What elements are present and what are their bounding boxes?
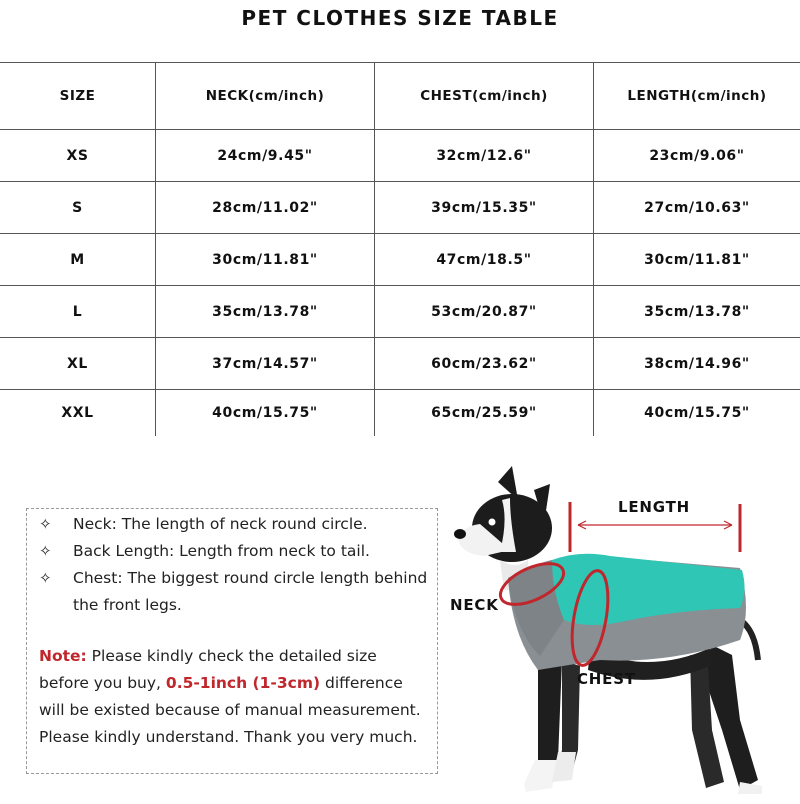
- measurement-notes: [26, 508, 438, 774]
- note-text-2: difference will be existed because of manual measurement. Please kindly understand. Thank you very much.: [39, 674, 421, 746]
- sparkle-icon: ✧: [39, 511, 73, 538]
- neck-label: NECK: [450, 596, 499, 614]
- size-cell: XXL: [0, 390, 156, 437]
- back-length-note: Back Length: Length from neck to tail.: [73, 538, 370, 565]
- size-table: [0, 62, 800, 436]
- chest-cell: 39cm/15.35": [375, 182, 594, 234]
- length-label: LENGTH: [618, 498, 690, 516]
- chest-cell: 60cm/23.62": [375, 338, 594, 390]
- length-cell: 23cm/9.06": [594, 130, 800, 182]
- length-cell: 27cm/10.63": [594, 182, 800, 234]
- table-row: [0, 286, 800, 338]
- neck-cell: 35cm/13.78": [156, 286, 375, 338]
- dog-nose: [454, 529, 466, 539]
- list-item: [39, 538, 437, 565]
- sparkle-icon: ✧: [39, 538, 73, 565]
- header-length: LENGTH(cm/inch): [594, 63, 800, 130]
- sparkle-icon: ✧: [39, 565, 73, 619]
- chest-cell: 65cm/25.59": [375, 390, 594, 437]
- length-cell: 35cm/13.78": [594, 286, 800, 338]
- table-row: [0, 182, 800, 234]
- neck-cell: 24cm/9.45": [156, 130, 375, 182]
- size-cell: S: [0, 182, 156, 234]
- dog-eye: [489, 519, 496, 526]
- neck-cell: 40cm/15.75": [156, 390, 375, 437]
- list-item: [39, 511, 437, 538]
- chest-label: CHEST: [577, 670, 636, 688]
- length-cell: 40cm/15.75": [594, 390, 800, 437]
- header-chest: CHEST(cm/inch): [375, 63, 594, 130]
- table-row: [0, 130, 800, 182]
- table-header-row: [0, 63, 800, 130]
- neck-note: Neck: The length of neck round circle.: [73, 511, 368, 538]
- size-cell: M: [0, 234, 156, 286]
- length-cell: 38cm/14.96": [594, 338, 800, 390]
- dog-paw: [524, 760, 558, 792]
- neck-cell: 30cm/11.81": [156, 234, 375, 286]
- list-item: [39, 565, 437, 619]
- disclaimer-note: [39, 643, 427, 751]
- size-cell: XS: [0, 130, 156, 182]
- neck-cell: 37cm/14.57": [156, 338, 375, 390]
- note-label: Note:: [39, 647, 87, 665]
- note-highlight: 0.5-1inch (1-3cm): [166, 674, 320, 692]
- size-cell: L: [0, 286, 156, 338]
- table-row: [0, 338, 800, 390]
- notes-list: [27, 511, 437, 619]
- note-text-1: Please kindly check the detailed size before you buy,: [39, 647, 377, 692]
- header-size: SIZE: [0, 63, 156, 130]
- chest-cell: 53cm/20.87": [375, 286, 594, 338]
- header-neck: NECK(cm/inch): [156, 63, 375, 130]
- page-title: PET CLOTHES SIZE TABLE: [0, 6, 800, 30]
- size-cell: XL: [0, 338, 156, 390]
- chest-cell: 47cm/18.5": [375, 234, 594, 286]
- table-row: [0, 234, 800, 286]
- table-row: [0, 390, 800, 437]
- measurement-diagram: [440, 460, 800, 800]
- neck-cell: 28cm/11.02": [156, 182, 375, 234]
- chest-note: Chest: The biggest round circle length behind the front legs.: [73, 565, 437, 619]
- chest-cell: 32cm/12.6": [375, 130, 594, 182]
- length-cell: 30cm/11.81": [594, 234, 800, 286]
